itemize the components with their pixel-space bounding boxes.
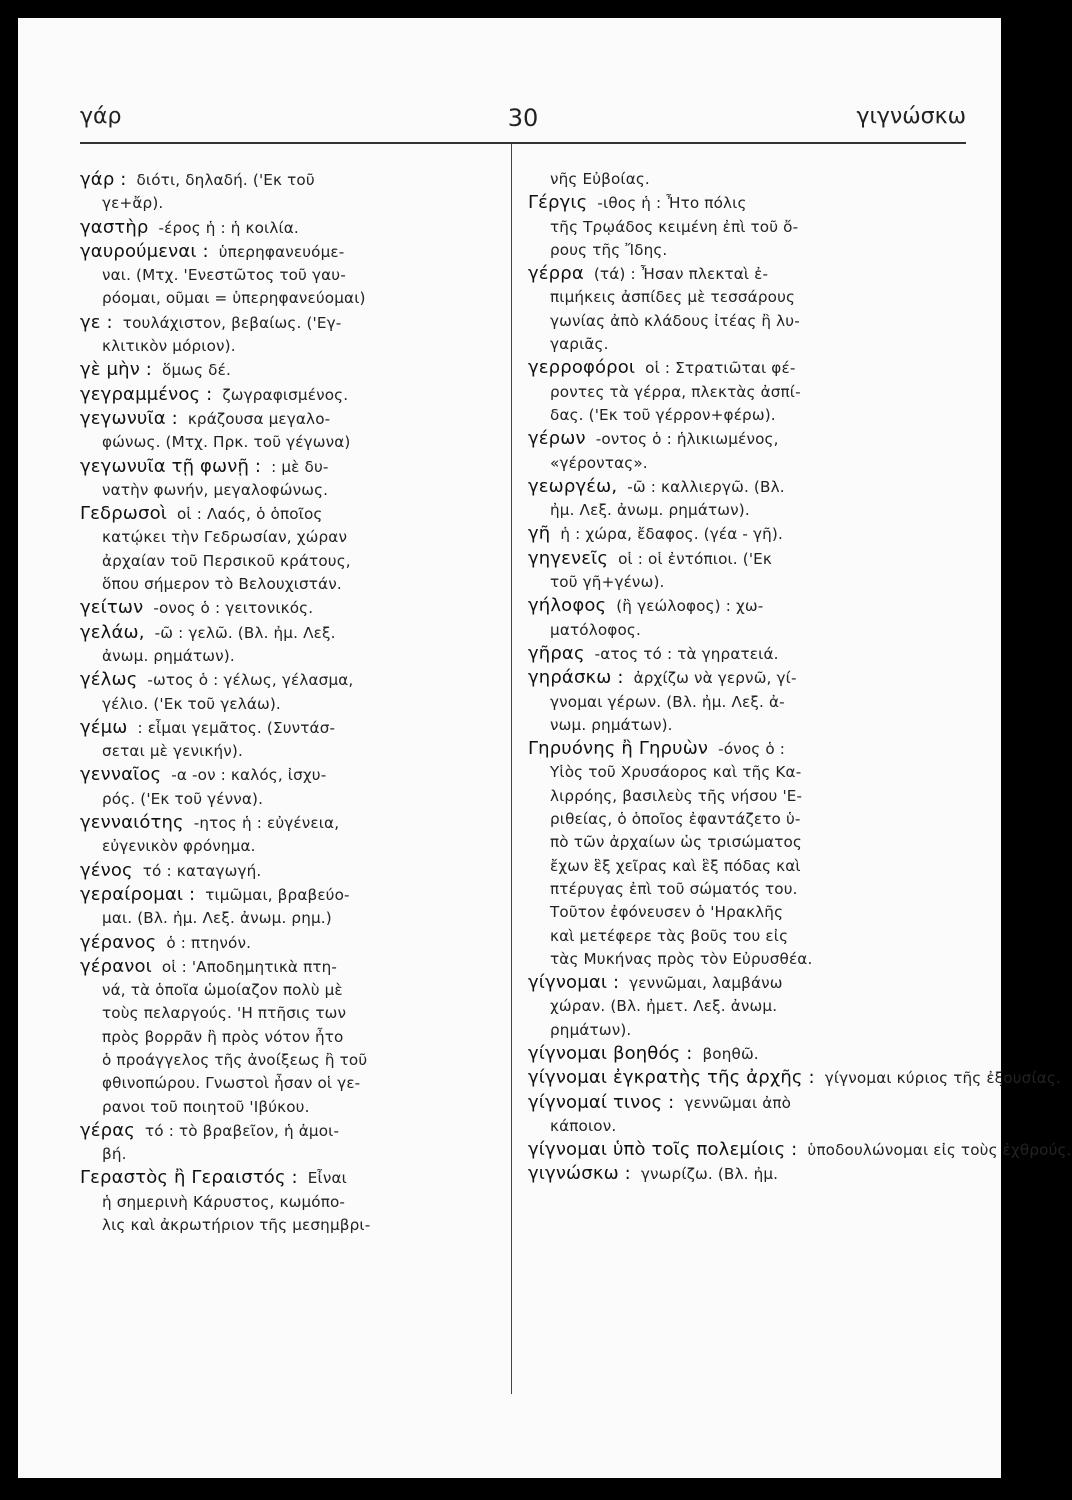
entry-continuation-line [80, 645, 498, 668]
definition-text: ὅπου σήμερον τὸ Βελουχιστάν. [102, 575, 342, 594]
headword: γέρανοι [80, 955, 152, 977]
definition-text: λις καὶ ἀκρωτήριον τῆς μεσημβρι- [102, 1216, 371, 1235]
definition-text: γαριᾶς. [550, 335, 609, 354]
definition-text: φθινοπώρου. Γνωστοὶ ἦσαν οἱ γε- [102, 1074, 361, 1093]
headword: γεωργέω, [528, 475, 618, 497]
definition-text: -ατος τό : τὰ γηρατειά. [594, 644, 779, 663]
entry-continuation-line [528, 948, 958, 971]
entry-first-line [528, 547, 958, 571]
definition-text: τὰς Μυκήνας πρὸς τὸν Εὐρυσθέα. [550, 949, 813, 968]
headword: Γεδρωσοὶ [80, 503, 167, 525]
headword: γηράσκω : [528, 667, 624, 689]
headword: γεγωνυῖα τῇ φωνῇ : [80, 455, 262, 477]
dictionary-entry [80, 383, 498, 407]
dictionary-entry [80, 455, 498, 503]
definition-text: -ητος ἡ : εὐγένεια, [193, 814, 340, 833]
headword: γήλοφος [528, 595, 607, 617]
definition-text: οἱ : οἱ ἐντόπιοι. ('Εκ [618, 549, 773, 568]
entry-continuation-line [528, 831, 958, 854]
entry-first-line [80, 216, 498, 240]
entry-continuation-line [528, 310, 958, 333]
dictionary-entry [80, 859, 498, 883]
entry-continuation-line [528, 995, 958, 1018]
entry-continuation-line [80, 550, 498, 573]
headword: γερροφόροι [528, 357, 636, 379]
entry-continuation-line [528, 785, 958, 808]
headword: γίγνομαι ἐγκρατὴς τῆς ἀρχῆς : [528, 1067, 815, 1089]
dictionary-entry [528, 262, 958, 356]
definition-text: ὑπερηφανευόμε- [218, 242, 345, 261]
left-column [80, 168, 498, 1237]
definition-text: : μὲ δυ- [271, 457, 329, 476]
entry-continuation-line [80, 1049, 498, 1072]
definition-text: γωνίας ἀπὸ κλάδους ἰτέας ἢ λυ- [550, 311, 800, 330]
entry-first-line [528, 1162, 958, 1186]
entry-first-line [528, 666, 958, 690]
definition-text: ματόλοφος. [550, 620, 641, 639]
definition-text: ζωγραφισμένος. [222, 385, 349, 404]
headword: γάρ : [80, 169, 127, 190]
dictionary-entry [80, 1166, 498, 1237]
definition-text: -όνος ὁ : [718, 740, 786, 759]
dictionary-entry [528, 594, 958, 642]
definition-text: τοῦ γῆ+γένω). [550, 573, 665, 592]
entry-first-line [528, 1066, 1061, 1090]
definition-text: ἀρχίζω νὰ γερνῶ, γί- [633, 669, 797, 688]
definition-text: «γέροντας». [550, 453, 648, 472]
entry-first-line [528, 1138, 1072, 1162]
entry-continuation-line [80, 264, 498, 287]
definition-text: ναι. (Μτχ. 'Ενεστῶτος τοῦ γαυ- [102, 266, 346, 285]
entry-continuation-line [528, 333, 958, 356]
dictionary-entry [80, 596, 498, 620]
definition-text: ἡ : χώρα, ἔδαφος. (γέα - γῆ). [560, 525, 783, 544]
entry-continuation-line [528, 714, 958, 737]
entry-continuation-line [80, 479, 498, 502]
definition-text: ρανοι τοῦ ποιητοῦ 'Ιβύκου. [102, 1097, 310, 1116]
definition-text: βοηθῶ. [702, 1044, 759, 1063]
headword: γίγνομαι ὑπὸ τοῖς πολεμίοις : [528, 1139, 798, 1161]
dictionary-entry [80, 168, 498, 216]
dictionary-entry [80, 216, 498, 240]
definition-text: ὁ προάγγελος τῆς ἀνοίξεως ἢ τοῦ [102, 1050, 368, 1069]
definition-text: κράζουσα μεγαλο- [187, 409, 331, 428]
headword: γαστὴρ [80, 216, 149, 238]
entry-first-line [528, 642, 958, 666]
entry-first-line [80, 621, 498, 645]
definition-text: οἱ : 'Αποδημητικὰ πτη- [161, 957, 338, 976]
entry-first-line [528, 737, 958, 761]
headword: γαυρούμεναι : [80, 240, 209, 262]
headword: γενναῖος [80, 764, 162, 786]
definition-text: κάποιον. [550, 1116, 617, 1135]
entry-continuation-line [528, 286, 958, 309]
entry-continuation-line [80, 1143, 498, 1166]
dictionary-entry [528, 1091, 958, 1139]
entry-first-line [528, 1042, 958, 1066]
definition-text: -ῶ : καλλιεργῶ. (Βλ. [627, 477, 785, 496]
dictionary-entry [80, 811, 498, 859]
entry-first-line [528, 356, 958, 380]
page-number: 30 [507, 104, 539, 132]
entry-first-line [80, 763, 498, 787]
dictionary-entry [80, 668, 498, 716]
definition-text: τό : τὸ βραβεῖον, ἡ ἀμοι- [145, 1121, 340, 1140]
entry-continuation-line [80, 287, 498, 310]
headword: γέρρα [528, 263, 584, 285]
definition-text: τοὺς πελαργούς. 'Η πτῆσις των [102, 1004, 347, 1023]
entry-first-line [80, 240, 498, 264]
entry-first-line [528, 168, 958, 191]
headword: γίγνομαί τινος : [528, 1091, 675, 1113]
headword: γείτων [80, 597, 144, 619]
entry-continuation-line [80, 788, 498, 811]
dictionary-entry [528, 1138, 1072, 1162]
definition-text: ἡ σημερινὴ Κάρυστος, κωμόπο- [102, 1192, 346, 1211]
dictionary-entry [528, 475, 958, 523]
entry-continuation-line [528, 901, 958, 924]
definition-text: ὁ : πτηνόν. [166, 933, 252, 952]
column-divider [511, 144, 512, 1394]
entry-continuation-line [80, 1002, 498, 1025]
entry-first-line [80, 883, 498, 907]
entry-first-line [80, 1119, 498, 1143]
definition-text: πρὸς βορρᾶν ἢ πρὸς νότον ἦτο [102, 1027, 344, 1046]
entry-first-line [80, 383, 498, 407]
entry-first-line [80, 811, 498, 835]
definition-text: γέλιο. ('Εκ τοῦ γελάω). [102, 694, 281, 713]
header-last-entry: γιγνώσκω [856, 104, 966, 129]
definition-text: -α -ον : καλός, ἰσχυ- [171, 766, 327, 785]
dictionary-entry [80, 311, 498, 359]
dictionary-entry [528, 737, 958, 971]
definition-text: τό : καταγωγή. [142, 861, 262, 880]
entry-continuation-line [528, 619, 958, 642]
entry-continuation-line [528, 808, 958, 831]
definition-text: γεννῶμαι ἀπὸ [684, 1093, 792, 1112]
definition-text: γε+ἄρ). [102, 194, 164, 213]
entry-continuation-line [80, 526, 498, 549]
header-rule [80, 142, 966, 144]
headword: γέμω [80, 716, 128, 738]
entry-continuation-line [528, 878, 958, 901]
entry-continuation-line [528, 1115, 958, 1138]
definition-text: δας. ('Εκ τοῦ γέρρον+φέρω). [550, 405, 776, 424]
headword: γελάω, [80, 621, 145, 643]
definition-text: ὅμως δέ. [162, 361, 231, 380]
definition-text: πιμήκεις ἀσπίδες μὲ τεσσάρους [550, 288, 796, 307]
entry-first-line [80, 955, 498, 979]
headword: γίγνομαι : [528, 972, 620, 994]
entry-first-line [80, 168, 498, 192]
entry-continuation-line [528, 216, 958, 239]
entry-first-line [80, 859, 498, 883]
dictionary-entry [528, 1042, 958, 1066]
headword: γέλως [80, 669, 138, 691]
dictionary-entry [80, 407, 498, 455]
definition-text: καὶ μετέφερε τὰς βοῦς του εἰς [550, 926, 789, 945]
entry-first-line [80, 716, 498, 740]
definition-text: ἀρχαίαν τοῦ Περσικοῦ κράτους, [102, 551, 351, 570]
entry-first-line [528, 262, 958, 286]
dictionary-entry [80, 883, 498, 931]
definition-text: ροντες τὰ γέρρα, πλεκτὰς ἀσπί- [550, 382, 801, 401]
definition-text: ρημάτων). [550, 1020, 632, 1039]
definition-text: διότι, δηλαδή. ('Εκ τοῦ [136, 171, 315, 189]
dictionary-entry [80, 1119, 498, 1167]
definition-text: νωμ. ρημάτων). [550, 715, 673, 734]
header-first-entry: γάρ [80, 104, 122, 129]
entry-first-line [528, 427, 958, 451]
definition-text: ρους τῆς Ἴδης. [550, 240, 668, 259]
definition-text: μαι. (Βλ. ἠμ. Λεξ. ἀνωμ. ρημ.) [102, 909, 332, 928]
entry-continuation-line [80, 431, 498, 454]
definition-text: πτέρυγας ἐπὶ τοῦ σώματός του. [550, 879, 798, 898]
entry-first-line [80, 358, 498, 382]
headword: γεγραμμένος : [80, 383, 213, 405]
dictionary-entry [80, 621, 498, 669]
definition-text: νατὴν φωνήν, μεγαλοφώνως. [102, 480, 329, 499]
entry-first-line [528, 1091, 958, 1115]
entry-continuation-line [528, 239, 958, 262]
dictionary-entry [80, 955, 498, 1119]
dictionary-entry [80, 240, 498, 311]
headword: γιγνώσκω : [528, 1163, 631, 1185]
headword: γῆ [528, 523, 551, 545]
dictionary-entry [528, 191, 958, 262]
definition-text: -ονος ὁ : γειτονικός. [153, 599, 314, 618]
dictionary-entry [80, 502, 498, 596]
headword: γεγωνυῖα : [80, 407, 178, 429]
entry-continuation-line [528, 499, 958, 522]
headword: γέρανος [80, 931, 157, 953]
definition-text: φώνως. (Μτχ. Πρκ. τοῦ γέγωνα) [102, 433, 351, 452]
entry-continuation-line [80, 740, 498, 763]
definition-text: -οντος ὁ : ἡλικιωμένος, [595, 430, 779, 449]
dictionary-entry [528, 547, 958, 595]
definition-text: βή. [102, 1145, 127, 1164]
definition-text: οἱ : Στρατιῶται φέ- [645, 359, 796, 378]
entry-first-line [528, 191, 958, 215]
definition-text: γνομαι γέρων. (Βλ. ἠμ. Λεξ. ἀ- [550, 692, 785, 711]
entry-first-line [80, 668, 498, 692]
entry-first-line [80, 407, 498, 431]
dictionary-entry [528, 1066, 1061, 1090]
entry-first-line [80, 596, 498, 620]
headword: γέρας [80, 1119, 135, 1141]
definition-text: λιρρόης, βασιλεὺς τῆς νήσου 'Ε- [550, 786, 803, 805]
entry-continuation-line [80, 1026, 498, 1049]
definition-text: γνωρίζω. (Βλ. ἠμ. [640, 1165, 779, 1184]
entry-first-line [80, 1166, 498, 1190]
definition-text: γεννῶμαι, λαμβάνω [629, 974, 783, 993]
definition-text: -έρος ἡ : ἡ κοιλία. [158, 218, 299, 237]
entry-continuation-line [80, 335, 498, 358]
entry-continuation-line [80, 1096, 498, 1119]
dictionary-page [18, 18, 1072, 1478]
definition-text: (ἢ γεώλοφος) : χω- [616, 597, 764, 616]
definition-text: -ωτος ὁ : γέλως, γέλασμα, [147, 671, 354, 690]
dictionary-entry [528, 642, 958, 666]
entry-first-line [80, 455, 498, 479]
dictionary-entry [80, 763, 498, 811]
dictionary-entry [528, 1162, 958, 1186]
headword: γενναιότης [80, 812, 184, 834]
dictionary-entry [80, 931, 498, 955]
entry-continuation-line [80, 907, 498, 930]
definition-text: ἀνωμ. ρημάτων). [102, 646, 235, 665]
entry-continuation-line [528, 761, 958, 784]
definition-text: εὐγενικὸν φρόνημα. [102, 837, 256, 856]
definition-text: ρόομαι, οῦμαι = ὑπερηφανεύομαι) [102, 289, 366, 308]
entry-first-line [80, 502, 498, 526]
dictionary-entry [528, 427, 958, 475]
entry-continuation-line [80, 835, 498, 858]
headword: γε : [80, 311, 113, 333]
definition-text: κατῴκει τὴν Γεδρωσίαν, χώραν [102, 528, 348, 547]
definition-text: ἠμ. Λεξ. ἀνωμ. ρημάτων). [550, 501, 750, 520]
headword: γίγνομαι βοηθός : [528, 1042, 693, 1064]
dictionary-entry [528, 168, 958, 191]
definition-text: οἱ : Λαός, ὁ ὁποῖος [176, 505, 323, 524]
headword: γεραίρομαι : [80, 883, 196, 905]
entry-continuation-line [528, 855, 958, 878]
entry-continuation-line [528, 404, 958, 427]
entry-first-line [528, 475, 958, 499]
headword: Γηρυόνης ἢ Γηρυὼν [528, 738, 709, 760]
definition-text: Τοῦτον ἐφόνευσεν ὁ 'Ηρακλῆς [550, 903, 784, 922]
definition-text: πὸ τῶν ἀρχαίων ὡς τρισώματος [550, 833, 802, 852]
entry-continuation-line [80, 1072, 498, 1095]
definition-text: Υἱὸς τοῦ Χρυσάορος καὶ τῆς Κα- [550, 763, 802, 782]
headword: γῆρας [528, 642, 585, 664]
definition-text: κλιτικὸν μόριον). [102, 337, 236, 356]
headword: Γεραστὸς ἢ Γεραιστός : [80, 1167, 298, 1189]
definition-text: ἔχων ἓξ χεῖρας καὶ ἓξ πόδας καὶ [550, 856, 801, 875]
headword: γηγενεῖς [528, 547, 609, 569]
definition-text: (τά) : Ἦσαν πλεκταὶ ἐ- [593, 265, 769, 284]
definition-text: τῆς Τρῳάδος κειμένη ἐπὶ τοῦ ὄ- [550, 217, 799, 236]
definition-text: χώραν. (Βλ. ἠμετ. Λεξ. ἀνωμ. [550, 997, 778, 1016]
definition-text: νῆς Εὐβοίας. [550, 170, 650, 188]
entry-continuation-line [80, 979, 498, 1002]
entry-continuation-line [80, 1191, 498, 1214]
entry-continuation-line [80, 573, 498, 596]
entry-continuation-line [528, 571, 958, 594]
entry-continuation-line [80, 192, 498, 215]
entry-continuation-line [80, 693, 498, 716]
headword: γέρων [528, 428, 586, 450]
entry-continuation-line [528, 1019, 958, 1042]
right-column [528, 168, 1072, 1187]
definition-text: γίγνομαι κύριος τῆς ἐξουσίας. [824, 1069, 1061, 1088]
definition-text: -ῶ : γελῶ. (Βλ. ἠμ. Λεξ. [154, 623, 336, 642]
definition-text: -ιθος ἡ : Ἦτο πόλις [597, 194, 747, 213]
definition-text: νά, τὰ ὁποῖα ὡμοίαζον πολὺ μὲ [102, 981, 343, 1000]
definition-text: ρός. ('Εκ τοῦ γέννα). [102, 789, 264, 808]
dictionary-entry [80, 716, 498, 764]
entry-first-line [80, 931, 498, 955]
dictionary-entry [528, 522, 958, 546]
definition-text: Εἶναι [307, 1169, 347, 1188]
dictionary-entry [528, 666, 958, 737]
headword: γὲ μὴν : [80, 359, 153, 381]
entry-first-line [528, 594, 958, 618]
page-header [80, 104, 966, 144]
definition-text: σεται μὲ γενικήν). [102, 742, 243, 761]
entry-first-line [80, 311, 498, 335]
definition-text: ριθείας, ὁ ὁποῖος ἐφαντάζετο ὑ- [550, 810, 801, 829]
entry-first-line [528, 971, 958, 995]
entry-first-line [528, 522, 958, 546]
entry-continuation-line [528, 925, 958, 948]
definition-text: τιμῶμαι, βραβεύο- [205, 885, 350, 904]
entry-continuation-line [528, 381, 958, 404]
definition-text: : εἶμαι γεμᾶτος. (Συντάσ- [137, 718, 336, 737]
entry-continuation-line [80, 1214, 498, 1237]
headword: Γέργις [528, 192, 588, 214]
definition-text: ὑποδουλώνομαι εἰς τοὺς ἐχθρούς. [807, 1141, 1072, 1160]
entry-continuation-line [528, 452, 958, 475]
dictionary-entry [80, 358, 498, 382]
dictionary-entry [528, 356, 958, 427]
dictionary-entry [528, 971, 958, 1042]
definition-text: τουλάχιστον, βεβαίως. ('Εγ- [122, 313, 342, 332]
entry-continuation-line [528, 691, 958, 714]
headword: γένος [80, 859, 133, 881]
